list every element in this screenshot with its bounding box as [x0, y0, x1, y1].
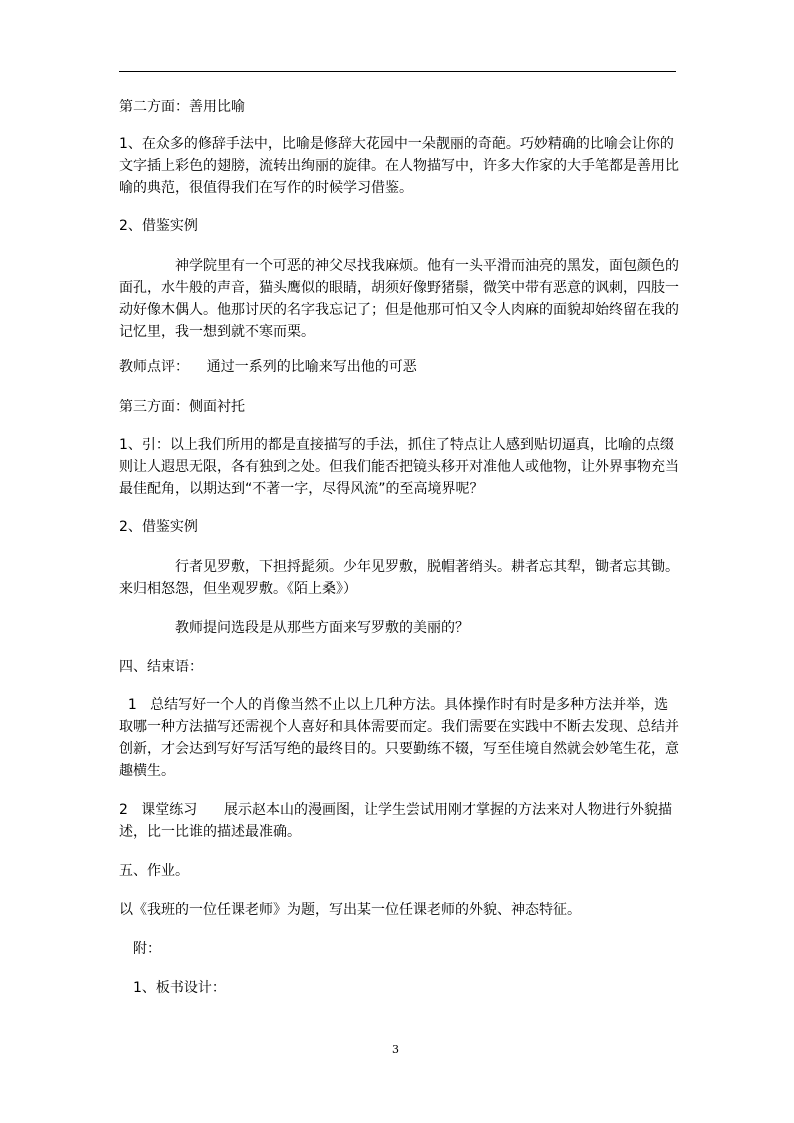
- section3-heading: 第三方面：侧面衬托: [119, 399, 245, 415]
- text-line: 文字插上彩色的翅膀，流转出绚丽的旋律。在人物描写中，许多大作家的大手笔都是善用比: [119, 158, 679, 174]
- section5-heading: 五、作业。: [119, 863, 189, 879]
- text-line: 趣横生。: [119, 763, 175, 779]
- section2-item2-label: 2、借鉴实例: [119, 218, 198, 234]
- text-line: 创新，才会达到写好写活写绝的最终目的。只要勤练不辍，写至佳境自然就会妙笔生花，意: [119, 741, 679, 757]
- section3-item1: [119, 434, 679, 500]
- page-number: 3: [392, 1043, 399, 1056]
- text-line: 述，比一比谁的描述最准确。: [119, 824, 301, 840]
- section3-example: [119, 556, 679, 600]
- text-line: 行者见罗敷，下担捋髭须。少年见罗敷，脱帽著绡头。耕者忘其犁，锄者忘其锄。: [175, 559, 679, 575]
- appendix-item1: 1、板书设计：: [133, 980, 226, 996]
- section4-exercise: [119, 799, 679, 843]
- text-line: 1、在众多的修辞手法中，比喻是修辞大花园中一朵靓丽的奇葩。巧妙精确的比喻会让你的: [119, 136, 674, 152]
- section2-item1: [119, 133, 679, 199]
- text-line: 神学院里有一个可恶的神父尽找我麻烦。他有一头平滑而油亮的黑发，面包颜色的: [175, 258, 679, 274]
- appendix-heading: 附：: [133, 941, 161, 957]
- section4-heading: 四、结束语：: [119, 659, 203, 675]
- text-line: 取哪一种方法描写还需视个人喜好和具体需要而定。我们需要在实践中不断去发现、总结并: [119, 719, 679, 735]
- text-line: 1、引：以上我们所用的都是直接描写的手法，抓住了特点让人感到贴切逼真，比喻的点缀: [119, 437, 674, 453]
- section2-example: [119, 255, 679, 343]
- section2-heading: 第二方面：善用比喻: [119, 99, 245, 115]
- section5-assignment: 以《我班的一位任课老师》为题，写出某一位任课老师的外貌、神态特征。: [119, 902, 581, 918]
- text-line: 记忆里，我一想到就不寒而栗。: [119, 324, 315, 340]
- text-line: 动好像木偶人。他那讨厌的名字我忘记了；但是他那可怕又令人肉麻的面貌却始终留在我的: [119, 302, 679, 318]
- text-line: 2 课堂练习 展示赵本山的漫画图，让学生尝试用刚才掌握的方法来对人物进行外貌描: [119, 802, 672, 818]
- teacher-question: 教师提问选段是从那些方面来写罗敷的美丽的？: [175, 620, 469, 636]
- section4-summary: [119, 694, 679, 782]
- text-line: 1 总结写好一个人的肖像当然不止以上几种方法。具体操作时有时是多种方法并举，选: [119, 697, 669, 713]
- text-line: 最佳配角，以期达到“不著一字，尽得风流”的至高境界呢？: [119, 481, 484, 497]
- text-line: 面孔，水牛般的声音，猫头鹰似的眼睛，胡须好像野猪鬃，微笑中带有恶意的讽刺，四肢一: [119, 280, 679, 296]
- text-line: 喻的典范，很值得我们在写作的时候学习借鉴。: [119, 180, 413, 196]
- header-rule: [119, 71, 676, 72]
- section3-item2-label: 2、借鉴实例: [119, 519, 198, 535]
- teacher-comment: 教师点评： 通过一系列的比喻来写出他的可恶: [119, 359, 417, 375]
- text-line: 来归相怒怨，但坐观罗敷。《陌上桑》）: [119, 581, 357, 597]
- text-line: 则让人遐思无限，各有独到之处。但我们能否把镜头移开对准他人或他物，让外界事物充当: [119, 459, 679, 475]
